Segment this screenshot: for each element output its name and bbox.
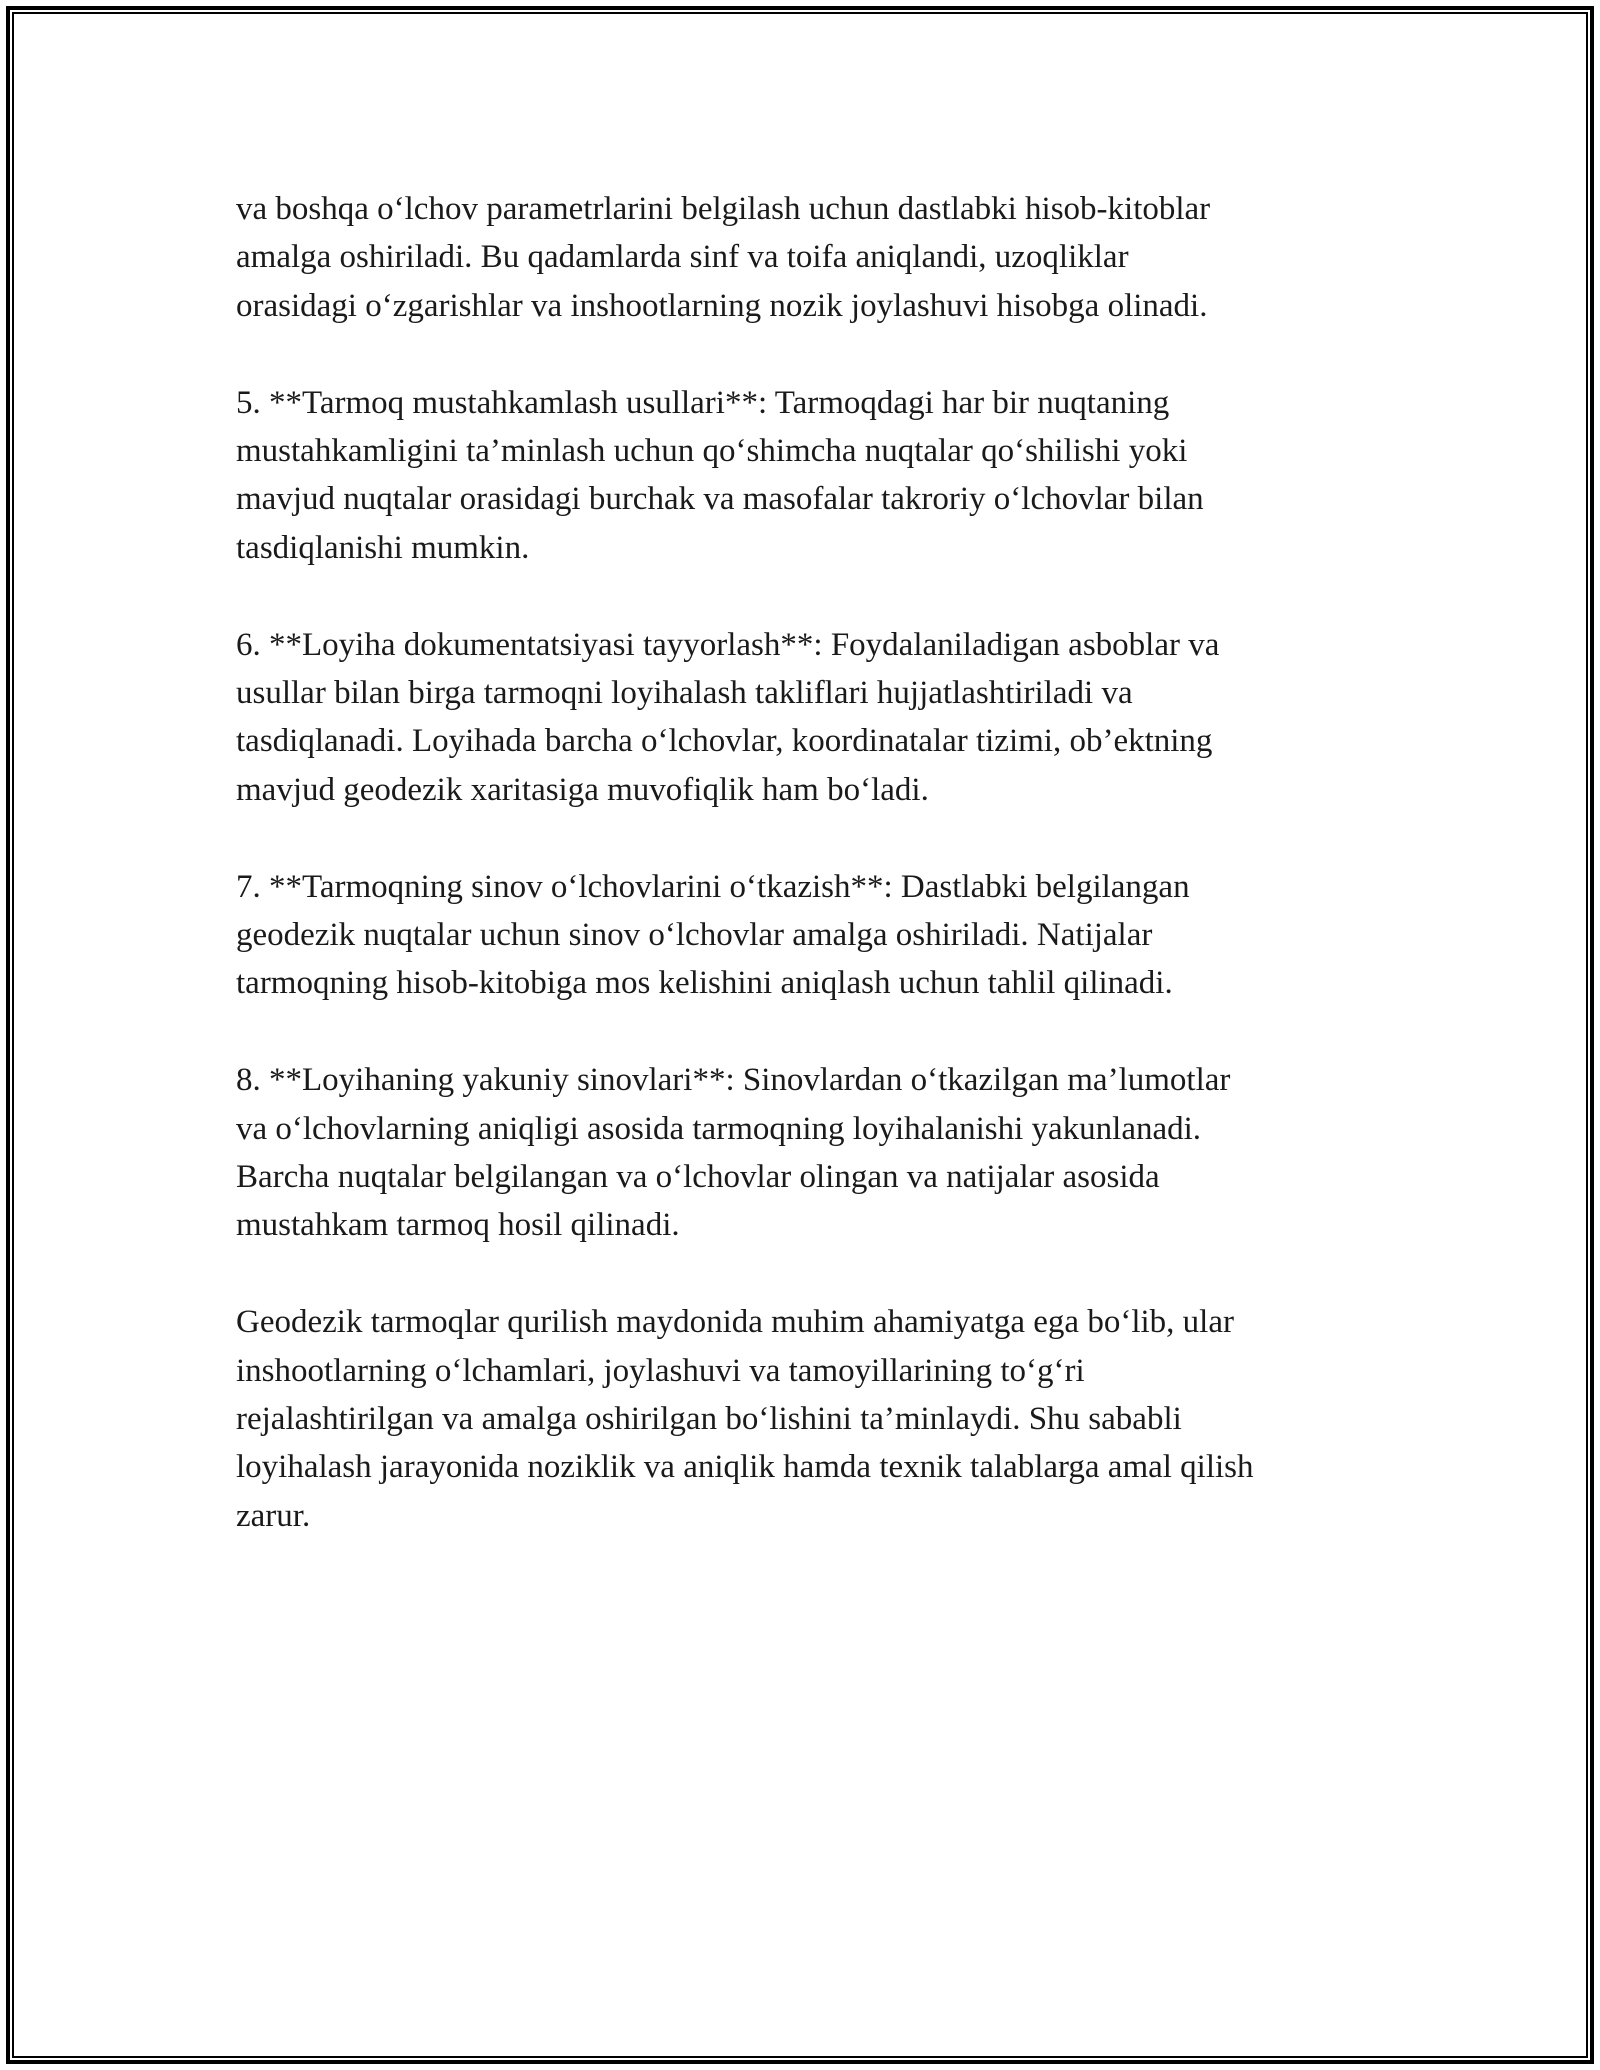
text-line: 6. **Loyiha dokumentatsiyasi tayyorlash**: Foydalaniladigan asboblar va: [236, 626, 1220, 663]
text-line: tarmoqning hisob-kitobiga mos kelishini aniqlash uchun tahlil qilinadi.: [236, 965, 1173, 1002]
text-line: orasidagi o‘zgarishlar va inshootlarning nozik joylashuvi hisobga olinadi.: [236, 287, 1208, 324]
paragraph-continuation: [236, 185, 1376, 330]
text-line: amalga oshiriladi. Bu qadamlarda sinf va toifa aniqlandi, uzoqliklar: [236, 239, 1129, 276]
text-line: geodezik nuqtalar uchun sinov o‘lchovlar amalga oshiriladi. Natijalar: [236, 917, 1153, 954]
document-body: [236, 185, 1376, 1589]
paragraph-item-7: [236, 863, 1376, 1008]
paragraph-conclusion: [236, 1298, 1376, 1540]
text-line: mustahkamligini ta’minlash uchun qo‘shimcha nuqtalar qo‘shilishi yoki: [236, 433, 1188, 470]
paragraph-item-6: [236, 621, 1376, 815]
text-line: mustahkam tarmoq hosil qilinadi.: [236, 1207, 680, 1244]
text-line: mavjud geodezik xaritasiga muvofiqlik ham bo‘ladi.: [236, 771, 929, 808]
text-line: mavjud nuqtalar orasidagi burchak va masofalar takroriy o‘lchovlar bilan: [236, 481, 1204, 518]
text-line: Barcha nuqtalar belgilangan va o‘lchovlar olingan va natijalar asosida: [236, 1159, 1160, 1196]
text-line: rejalashtirilgan va amalga oshirilgan bo‘lishini ta’minlaydi. Shu sababli: [236, 1401, 1182, 1438]
paragraph-item-5: [236, 379, 1376, 573]
text-line: 8. **Loyihaning yakuniy sinovlari**: Sinovlardan o‘tkazilgan ma’lumotlar: [236, 1062, 1231, 1099]
text-line: 7. **Tarmoqning sinov o‘lchovlarini o‘tkazish**: Dastlabki belgilangan: [236, 868, 1190, 905]
text-line: tasdiqlanadi. Loyihada barcha o‘lchovlar, koordinatalar tizimi, ob’ektning: [236, 723, 1213, 760]
text-line: usullar bilan birga tarmoqni loyihalash takliflari hujjatlashtiriladi va: [236, 675, 1133, 712]
paragraph-item-8: [236, 1056, 1376, 1250]
text-line: Geodezik tarmoqlar qurilish maydonida muhim ahamiyatga ega bo‘lib, ular: [236, 1304, 1234, 1341]
text-line: 5. **Tarmoq mustahkamlash usullari**: Tarmoqdagi har bir nuqtaning: [236, 384, 1170, 421]
text-line: va o‘lchovlarning aniqligi asosida tarmoqning loyihalanishi yakunlanadi.: [236, 1110, 1202, 1147]
text-line: zarur.: [236, 1497, 311, 1534]
text-line: inshootlarning o‘lchamlari, joylashuvi va tamoyillarining to‘g‘ri: [236, 1352, 1085, 1389]
text-line: loyihalash jarayonida noziklik va aniqlik hamda texnik talablarga amal qilish: [236, 1449, 1254, 1486]
text-line: va boshqa o‘lchov parametrlarini belgilash uchun dastlabki hisob-kitoblar: [236, 191, 1211, 227]
text-line: tasdiqlanishi mumkin.: [236, 529, 530, 566]
